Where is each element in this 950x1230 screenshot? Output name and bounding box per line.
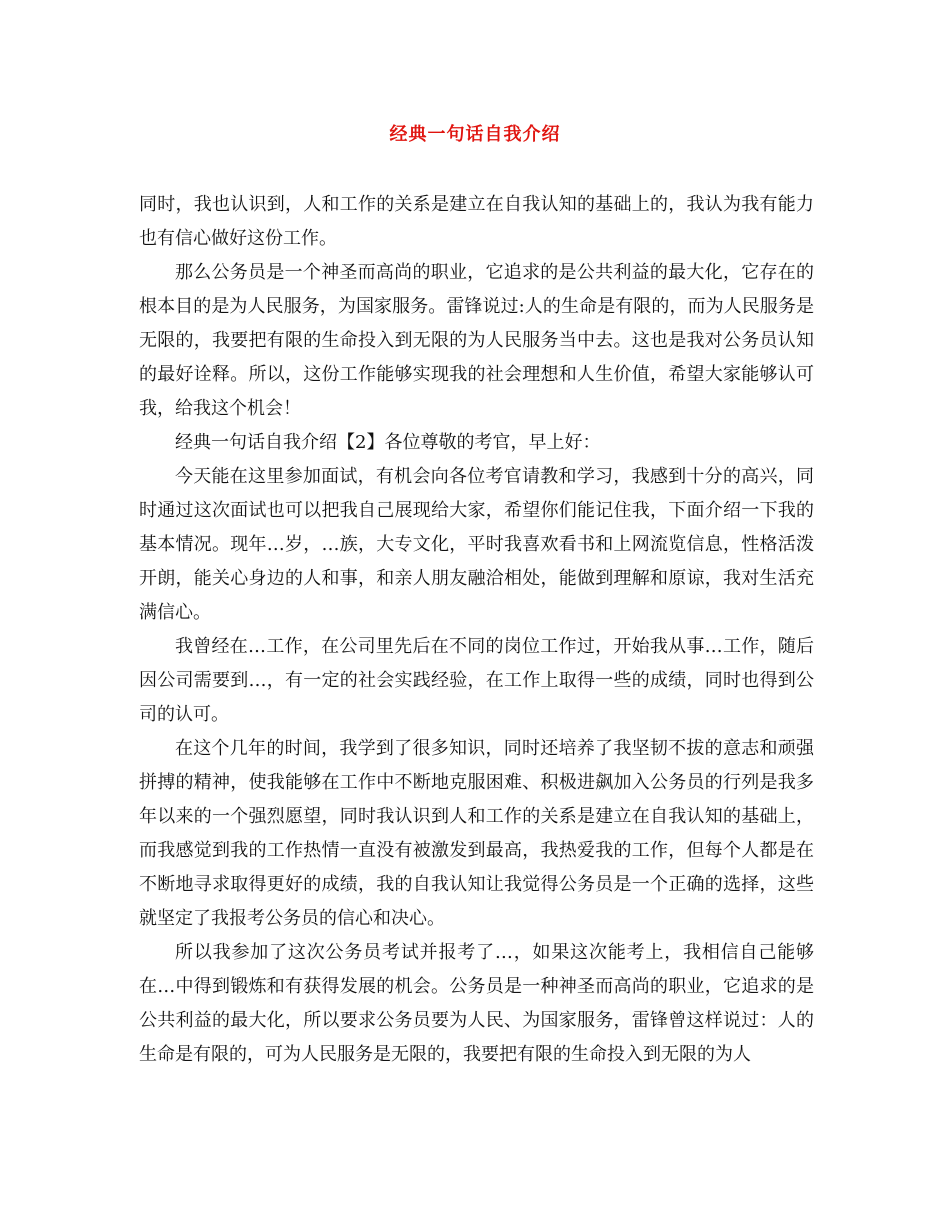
paragraph: 在这个几年的时间，我学到了很多知识，同时还培养了我坚韧不拔的意志和顽强拼搏的精神，使我能够在工作中不断地克服困难、积极进飙加入公务员的行列是我多年以来的一个强烈愿望，同时我认识到人和工作的关系是建立在自我认知的基础上，而我感觉到我的工作热情一直没有被激发到最高，我热爱我的工作，但每个人都是在不断地寻求取得更好的成绩，我的自我认知让我觉得公务员是一个正确的选择，这些就坚定了我报考公务员的信心和决心。 (139, 738, 814, 929)
document-body (139, 188, 814, 1072)
paragraph: 今天能在这里参加面试，有机会向各位考官请教和学习，我感到十分的高兴，同时通过这次面试也可以把我自己展现给大家，希望你们能记住我，下面介绍一下我的基本情况。现年…岁，…族，大专文化，平时我喜欢看书和上网流览信息，性格活泼开朗，能关心身边的人和事，和亲人朋友融洽相处，能做到理解和原谅，我对生活充满信心。 (139, 466, 814, 623)
paragraph: 同时，我也认识到，人和工作的关系是建立在自我认知的基础上的，我认为我有能力也有信心做好这份工作。 (139, 194, 814, 249)
document-title: 经典一句话自我介绍 (389, 124, 561, 145)
paragraph: 所以我参加了这次公务员考试并报考了…，如果这次能考上，我相信自己能够在…中得到锻炼和有获得发展的机会。公务员是一种神圣而高尚的职业，它追求的是公共利益的最大化，所以要求公务员要为人民、为国家服务，雷锋曾这样说过：人的生命是有限的，可为人民服务是无限的，我要把有限的生命投入到无限的为人 (139, 942, 814, 1065)
paragraph: 我曾经在…工作，在公司里先后在不同的岗位工作过，开始我从事…工作，随后因公司需要到…，有一定的社会实践经验，在工作上取得一些的成绩，同时也得到公司的认可。 (139, 636, 814, 725)
paragraph: 那么公务员是一个神圣而高尚的职业，它追求的是公共利益的最大化，它存在的根本目的是为人民服务，为国家服务。雷锋说过:人的生命是有限的，而为人民服务是无限的，我要把有限的生命投入到无限的为人民服务当中去。这也是我对公务员认知的最好诠释。所以，这份工作能够实现我的社会理想和人生价值，希望大家能够认可我，给我这个机会！ (139, 262, 814, 419)
paragraph: 经典一句话自我介绍【2】各位尊敬的考官，早上好： (175, 432, 601, 453)
